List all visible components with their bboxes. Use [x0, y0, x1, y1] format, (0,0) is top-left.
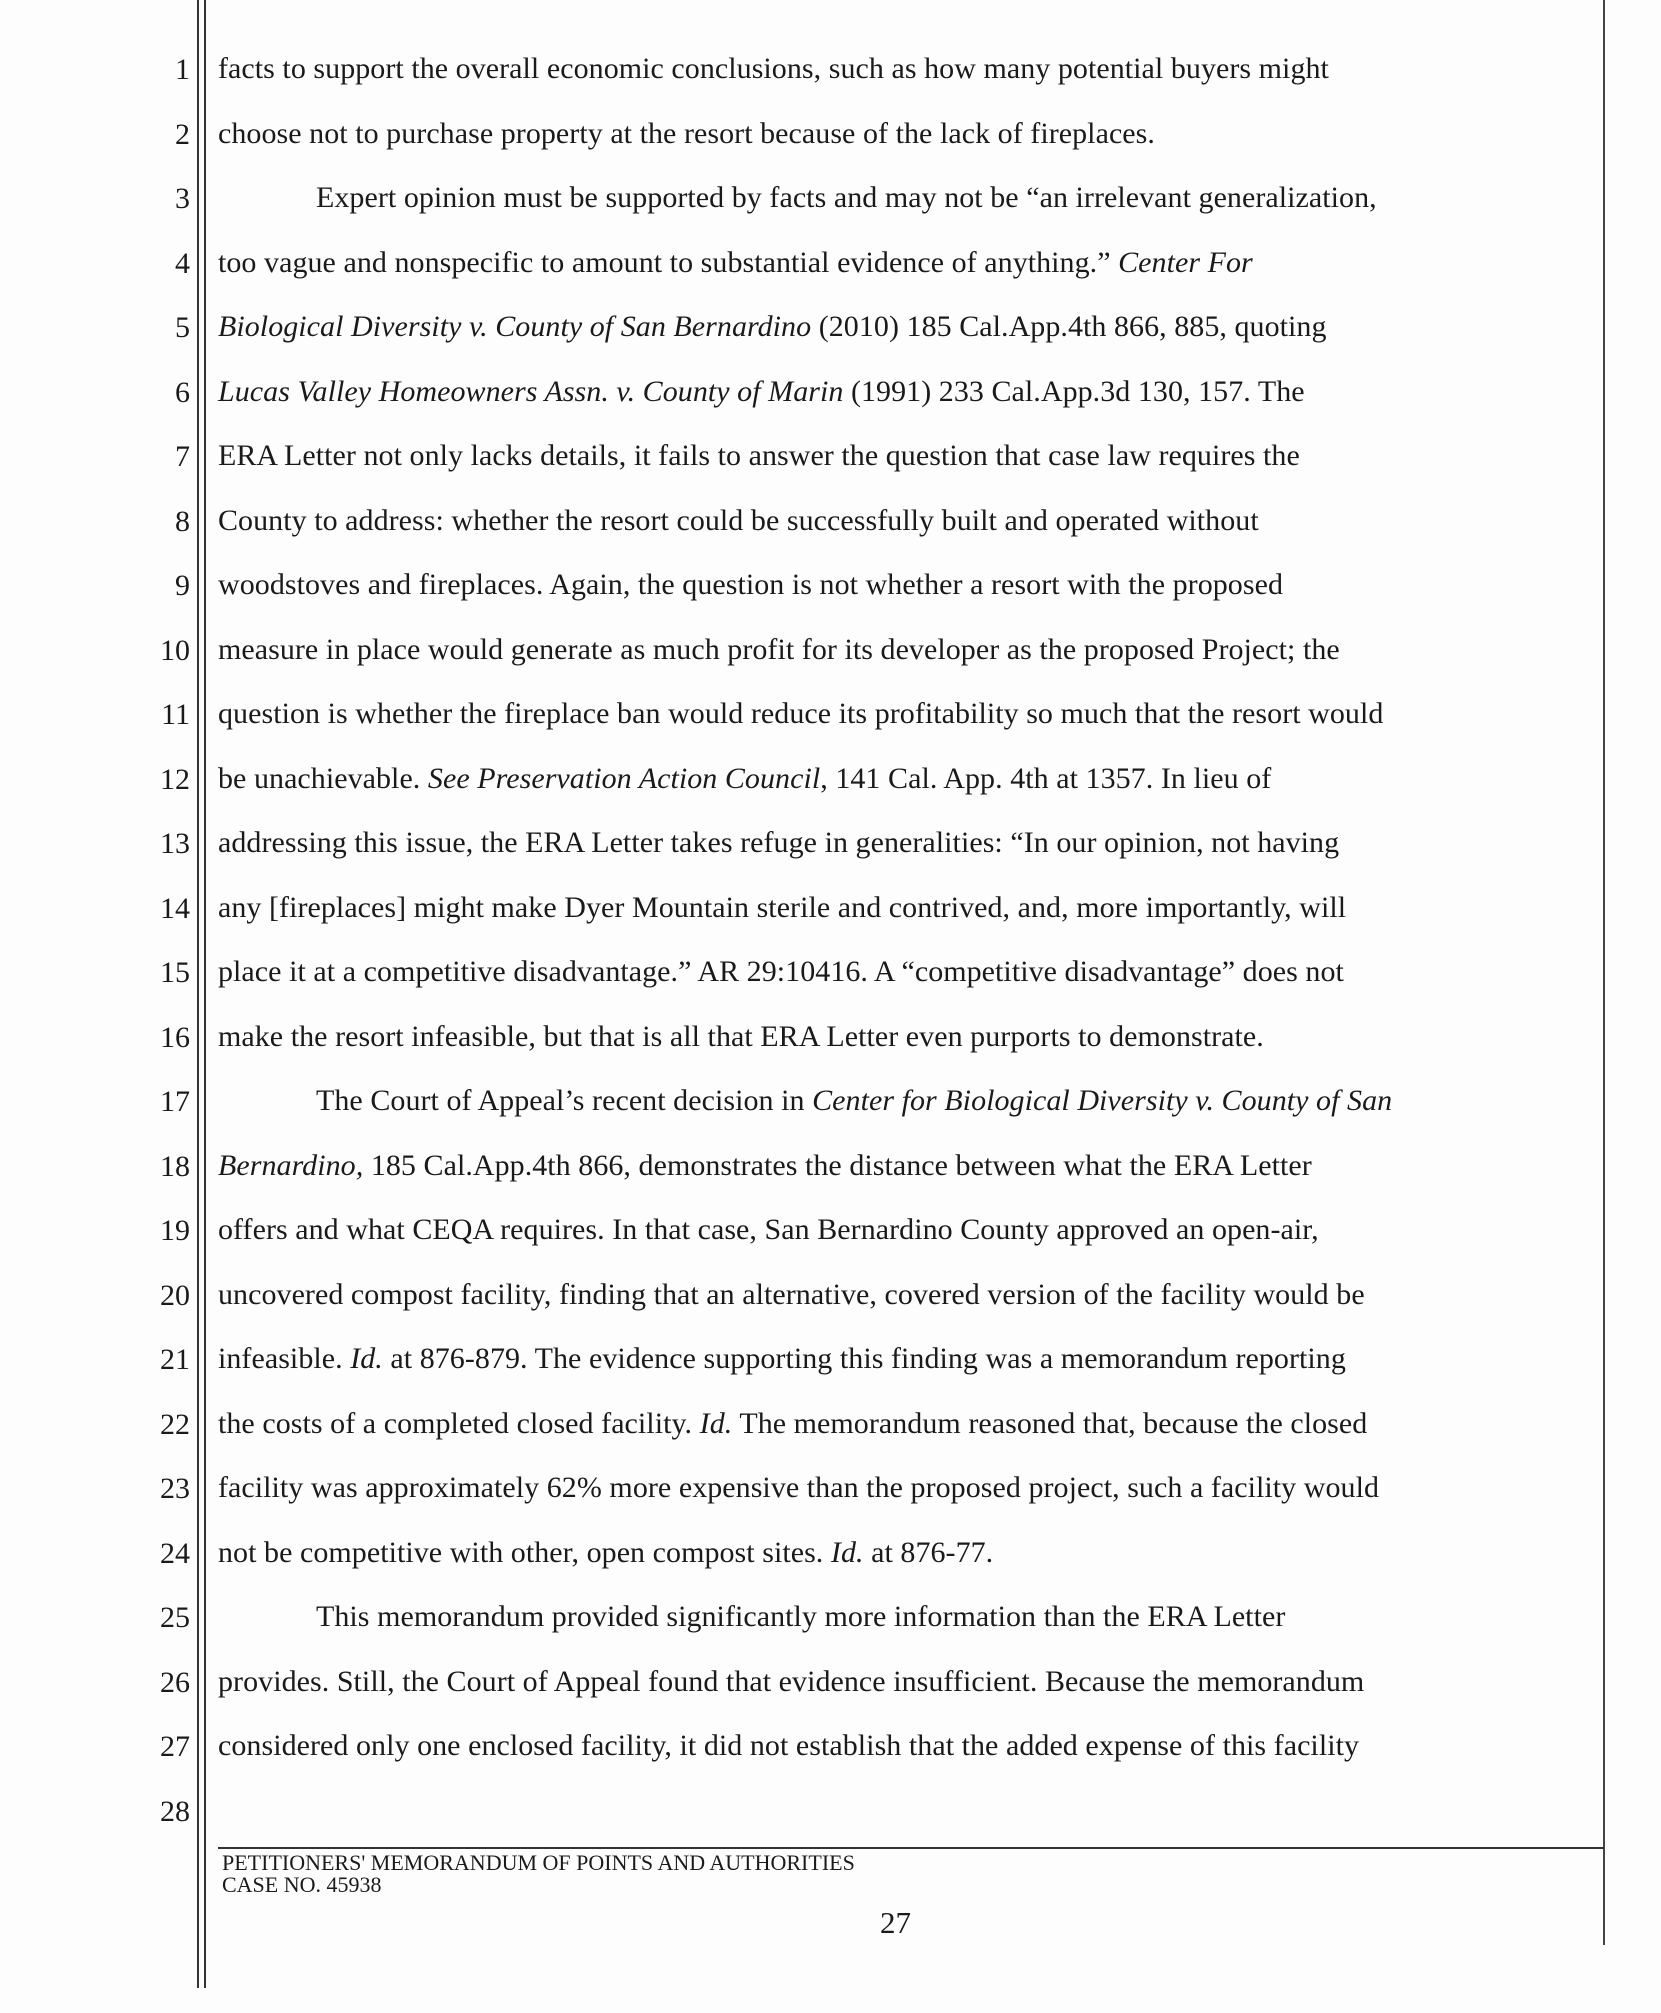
document-title: PETITIONERS' MEMORANDUM OF POINTS AND AUTHORITIES: [222, 1850, 855, 1875]
text-line: [218, 369, 1588, 434]
text-span: make the resort infeasible, but that is all that ERA Letter even purports to demonstrate.: [218, 1019, 1264, 1053]
case-citation: Biological Diversity v. County of San Bernardino: [218, 310, 812, 343]
text-span: , 141 Cal. App. 4th at 1357. In lieu of: [820, 761, 1272, 795]
text-span: infeasible.: [218, 1342, 351, 1375]
footer-rule: [218, 1847, 1604, 1849]
line-number: 13: [160, 827, 190, 860]
body-text: [218, 46, 1588, 1788]
text-line: [218, 498, 1588, 563]
line-number: 12: [160, 762, 190, 796]
text-span: be unachievable.: [218, 761, 428, 795]
text-line: [218, 1207, 1588, 1272]
line-number: 16: [160, 1020, 190, 1054]
case-citation: Bernardino,: [218, 1148, 364, 1182]
text-span: any [fireplaces] might make Dyer Mountain sterile and contrived, and, more importantly, will: [218, 890, 1347, 924]
text-line: [218, 111, 1588, 176]
text-line: [218, 433, 1588, 498]
line-number: 28: [160, 1794, 190, 1828]
case-citation: Lucas Valley Homeowners Assn. v. County of Marin: [218, 374, 844, 408]
case-number: CASE NO. 45938: [222, 1872, 382, 1897]
text-span: ERA Letter not only lacks details, it fails to answer the question that case law requires the: [218, 439, 1300, 472]
text-span: facility was approximately 62% more expensive than the proposed project, such a facility would: [218, 1471, 1380, 1504]
text-span: offers and what CEQA requires. In that case, San Bernardino County approved an open-air,: [218, 1213, 1319, 1246]
text-line: [218, 1143, 1588, 1208]
text-line: [218, 1594, 1588, 1659]
text-line: [218, 240, 1588, 305]
text-line: [218, 1078, 1588, 1143]
text-span: too vague and nonspecific to amount to substantial evidence of anything.”: [218, 245, 1119, 279]
line-number: 3: [175, 182, 190, 215]
line-number: 22: [160, 1407, 190, 1441]
line-number: 8: [175, 504, 190, 538]
text-span: facts to support the overall economic conclusions, such as how many potential buyers might: [218, 52, 1329, 85]
text-span: Expert opinion must be supported by facts and may not be “an irrelevant generalization,: [316, 181, 1377, 214]
text-span: provides. Still, the Court of Appeal found that evidence insufficient. Because the memorandum: [218, 1664, 1365, 1698]
line-number: 25: [160, 1601, 190, 1634]
case-citation: See Preservation Action Council: [427, 761, 821, 795]
text-span: The memorandum reasoned that, because the closed: [732, 1406, 1368, 1440]
text-line: [218, 175, 1588, 240]
text-span: The Court of Appeal’s recent decision in: [316, 1084, 813, 1117]
text-line: [218, 1659, 1588, 1724]
line-number: 4: [175, 246, 190, 280]
line-number: 20: [160, 1278, 190, 1312]
text-span: not be competitive with other, open compost sites.: [218, 1535, 831, 1569]
case-citation: Id.: [830, 1535, 864, 1569]
text-line: [218, 562, 1588, 627]
text-line: [218, 1401, 1588, 1466]
text-span: addressing this issue, the ERA Letter takes refuge in generalities: “In our opinion, not having: [218, 826, 1340, 859]
text-span: at 876-77.: [863, 1535, 994, 1569]
text-span: 185 Cal.App.4th 866, demonstrates the distance between what the ERA Letter: [363, 1148, 1312, 1182]
text-span: This memorandum provided significantly more information than the ERA Letter: [316, 1600, 1286, 1633]
text-line: [218, 1530, 1588, 1595]
line-number: 1: [175, 53, 190, 86]
text-span: uncovered compost facility, finding that an alternative, covered version of the facility would be: [218, 1277, 1365, 1311]
text-span: question is whether the fireplace ban would reduce its profitability so much that the resort would: [218, 697, 1384, 730]
line-number: 24: [160, 1536, 190, 1570]
line-number: 2: [175, 117, 190, 151]
text-span: woodstoves and fireplaces. Again, the question is not whether a resort with the proposed: [218, 568, 1283, 601]
text-span: place it at a competitive disadvantage.” AR 29:10416. A “competitive disadvantage” does not: [218, 955, 1344, 988]
text-line: [218, 304, 1588, 369]
text-line: [218, 1465, 1588, 1530]
text-line: [218, 1336, 1588, 1401]
text-line: [218, 949, 1588, 1014]
text-line: [218, 1272, 1588, 1337]
line-number: 23: [160, 1472, 190, 1505]
text-line: [218, 627, 1588, 692]
line-number: 6: [175, 375, 190, 409]
case-citation: Id.: [699, 1406, 733, 1440]
line-number: 15: [160, 956, 190, 989]
left-margin-rule-inner: [204, 0, 206, 1988]
text-line: [218, 1014, 1588, 1079]
text-span: (1991) 233 Cal.App.3d 130, 157. The: [843, 374, 1305, 408]
text-span: choose not to purchase property at the resort because of the lack of fireplaces.: [218, 116, 1155, 150]
text-line: [218, 46, 1588, 111]
text-line: [218, 820, 1588, 885]
line-number: 14: [160, 891, 190, 925]
left-margin-rule: [197, 0, 199, 1988]
line-number: 26: [160, 1665, 190, 1699]
text-span: County to address: whether the resort could be successfully built and operated without: [218, 503, 1259, 537]
line-number: 9: [175, 569, 190, 602]
case-citation: Id.: [350, 1342, 383, 1375]
text-span: (2010) 185 Cal.App.4th 866, 885, quoting: [811, 310, 1327, 343]
text-span: measure in place would generate as much profit for its developer as the proposed Project; the: [218, 632, 1340, 666]
text-line: [218, 1723, 1588, 1788]
line-number: 18: [160, 1149, 190, 1183]
text-line: [218, 691, 1588, 756]
footer-caption: [222, 1852, 855, 1896]
text-span: at 876-879. The evidence supporting this finding was a memorandum reporting: [382, 1342, 1346, 1375]
line-number: 11: [161, 698, 190, 731]
pleading-line-numbers: [140, 50, 190, 1856]
line-number: 27: [160, 1730, 190, 1763]
line-number: 17: [160, 1085, 190, 1118]
line-number: 7: [175, 440, 190, 473]
line-number: 10: [160, 633, 190, 667]
line-number: 19: [160, 1214, 190, 1247]
page-number: 27: [880, 1905, 911, 1940]
case-citation: Center for Biological Diversity v. County of San: [812, 1084, 1393, 1117]
line-number: 21: [160, 1343, 190, 1376]
right-margin-rule: [1603, 0, 1605, 1945]
line-number: 5: [175, 311, 190, 344]
case-citation: Center For: [1118, 245, 1253, 279]
text-span: the costs of a completed closed facility.: [218, 1406, 700, 1440]
text-span: considered only one enclosed facility, it did not establish that the added expense of this facility: [218, 1729, 1360, 1762]
text-line: [218, 756, 1588, 821]
text-line: [218, 885, 1588, 950]
